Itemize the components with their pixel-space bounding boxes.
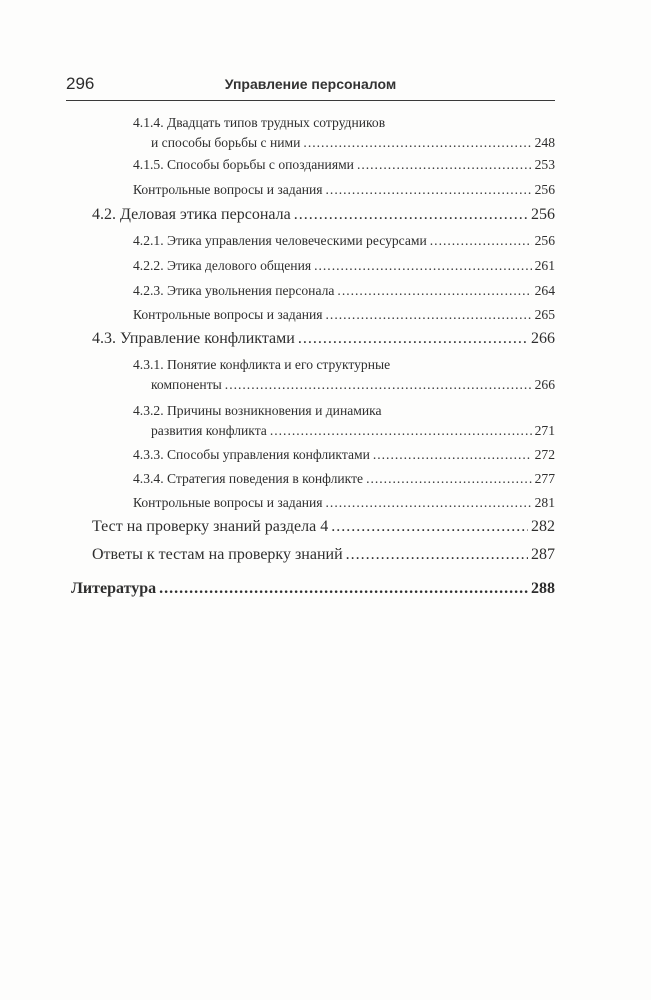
toc-entry-4-2-3[interactable] [133, 281, 555, 301]
toc-entry-4-2-2[interactable] [133, 256, 555, 276]
dot-leader [298, 329, 528, 349]
toc-entry-title: Тест на проверку знаний раздела 4 [92, 518, 329, 535]
toc-entry-title: 4.3.1. Понятие конфликта и его структурные [133, 357, 391, 372]
toc-entry-review-questions-4-3[interactable] [133, 493, 555, 513]
toc-entry-page: 288 [531, 580, 555, 597]
running-header [66, 74, 555, 101]
dot-leader [225, 375, 532, 395]
toc-entry-4-3-2[interactable] [133, 401, 555, 441]
dot-leader [331, 517, 528, 537]
toc-entry-page: 264 [534, 283, 555, 298]
toc-entry-page: 256 [534, 233, 555, 248]
dot-leader [326, 493, 532, 513]
toc-entry-title-cont: развития конфликта [151, 423, 267, 438]
toc-entry-title: Литература [71, 580, 157, 597]
dot-leader [430, 231, 532, 251]
toc-entry-page: 271 [534, 423, 555, 438]
dot-leader [357, 155, 532, 175]
dot-leader [326, 305, 532, 325]
toc-entry-title: 4.2.1. Этика управления человеческими ресурсами [133, 233, 427, 248]
toc-entry-page: 256 [534, 182, 555, 197]
dot-leader [366, 469, 532, 489]
toc-entry-page: 282 [531, 518, 555, 535]
toc-entry-page: 266 [531, 330, 555, 347]
toc-entry-4-3[interactable] [92, 329, 555, 349]
toc-entry-title: 4.2. Деловая этика персонала [92, 206, 291, 223]
toc-entry-page: 256 [531, 206, 555, 223]
toc-entry-4-3-3[interactable] [133, 445, 555, 465]
toc-entry-4-1-4[interactable] [133, 113, 555, 153]
toc-entry-review-questions-4-2[interactable] [133, 305, 555, 325]
toc-entry-review-questions-4-1[interactable] [133, 180, 555, 200]
toc-entry-page: 253 [534, 157, 555, 172]
toc-entry-test-section-4[interactable] [92, 517, 555, 537]
toc-entry-title: 4.2.3. Этика увольнения персонала [133, 283, 335, 298]
toc-entry-title: 4.3.3. Способы управления конфликтами [133, 447, 370, 462]
toc-entry-page: 277 [534, 471, 555, 486]
toc-entry-4-2-1[interactable] [133, 231, 555, 251]
toc-entry-title-cont: компоненты [151, 377, 222, 392]
toc-entry-title: 4.3.4. Стратегия поведения в конфликте [133, 471, 364, 486]
toc-entry-title: Контрольные вопросы и задания [133, 495, 323, 510]
toc-entry-literature[interactable] [71, 579, 555, 599]
toc-entry-title: 4.3.2. Причины возникновения и динамика [133, 403, 382, 418]
dot-leader [346, 545, 528, 565]
toc-entry-page: 272 [534, 447, 555, 462]
toc-entry-page: 248 [534, 135, 555, 150]
dot-leader [373, 445, 532, 465]
toc-entry-title: 4.1.5. Способы борьбы с опозданиями [133, 157, 354, 172]
toc-entry-page: 281 [534, 495, 555, 510]
toc-entry-4-3-4[interactable] [133, 469, 555, 489]
toc-entry-title: Контрольные вопросы и задания [133, 182, 323, 197]
toc-entry-page: 266 [534, 377, 555, 392]
toc-entry-page: 261 [534, 258, 555, 273]
toc-entry-4-1-5[interactable] [133, 155, 555, 175]
toc-entry-4-2[interactable] [92, 205, 555, 225]
toc-entry-page: 287 [531, 546, 555, 563]
dot-leader [270, 421, 532, 441]
dot-leader [159, 579, 528, 599]
toc-entry-title: 4.2.2. Этика делового общения [133, 258, 312, 273]
toc-entry-title-cont: и способы борьбы с ними [151, 135, 301, 150]
dot-leader [303, 133, 531, 153]
dot-leader [337, 281, 531, 301]
toc-entry-title: Ответы к тестам на проверку знаний [92, 546, 343, 563]
toc-entry-title: 4.3. Управление конфликтами [92, 330, 295, 347]
page-number: 296 [66, 74, 95, 93]
running-title: Управление персоналом [224, 76, 397, 92]
toc-entry-title: Контрольные вопросы и задания [133, 307, 323, 322]
dot-leader [294, 205, 528, 225]
dot-leader [314, 256, 532, 276]
toc-entry-4-3-1[interactable] [133, 355, 555, 395]
toc-entry-page: 265 [534, 307, 555, 322]
toc-entry-title: 4.1.4. Двадцать типов трудных сотрудников [133, 115, 386, 130]
dot-leader [326, 180, 532, 200]
toc-entry-test-answers[interactable] [92, 545, 555, 565]
